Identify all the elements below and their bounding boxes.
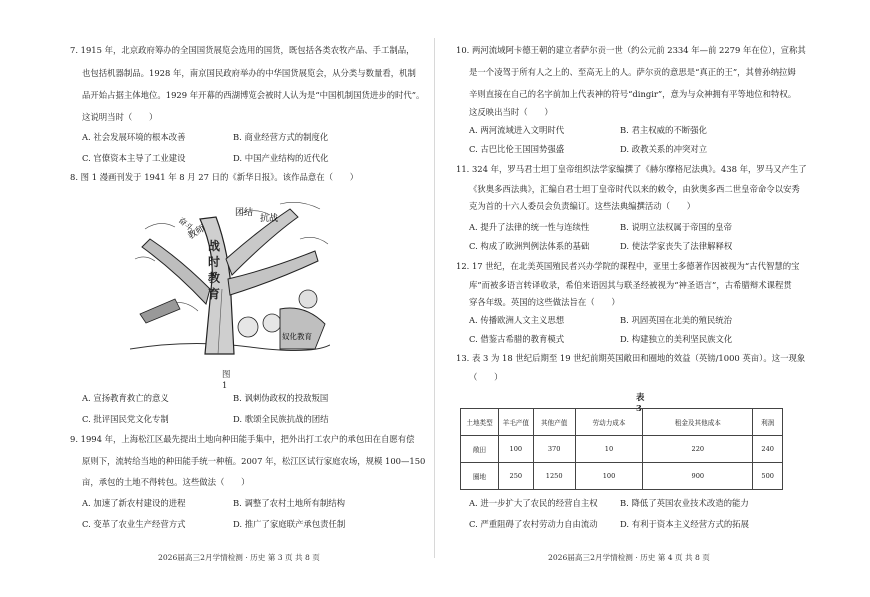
- option-a[interactable]: A. 传播欧洲人文主义思想: [469, 315, 565, 325]
- option-b[interactable]: B. 巩固英国在北美的殖民统治: [620, 315, 732, 325]
- option-c[interactable]: C. 官僚资本主导了工业建设: [82, 153, 186, 163]
- table-cell: 圈地: [461, 463, 499, 490]
- option-d[interactable]: D. 政教关系的冲突对立: [620, 144, 708, 154]
- figure-caption: 图 1: [222, 369, 231, 390]
- table-header-cell: 其他产值: [533, 409, 575, 436]
- cartoon-label-unity: 团结: [235, 208, 254, 218]
- question-10-line: 是一个凌驾于所有人之上的、至高无上的人。萨尔贡的意思是“真正的王”，其曾孙纳拉姆: [469, 67, 796, 77]
- table-cell: 100: [575, 463, 642, 490]
- table-header-cell: 羊毛产值: [499, 409, 533, 436]
- cartoon-figure-1: [130, 199, 330, 356]
- table-cell: 10: [575, 436, 642, 463]
- table-cell: 敞田: [461, 436, 499, 463]
- question-10-line: 这反映出当时（ ）: [469, 107, 553, 117]
- table-cell: 900: [643, 463, 753, 490]
- option-c[interactable]: C. 古巴比伦王国国势强盛: [469, 144, 565, 154]
- option-c[interactable]: C. 严重阻碍了农村劳动力自由流动: [469, 519, 598, 529]
- table-header-cell: 劳动力成本: [575, 409, 642, 436]
- page-divider: [434, 38, 435, 558]
- option-a[interactable]: A. 两河流域进入文明时代: [469, 125, 565, 135]
- question-7-line: 这说明当时（ ）: [82, 112, 158, 122]
- table-header-cell: 土地类型: [461, 409, 499, 436]
- question-7-line: 品开始占据主体地位。1929 年开幕的西湖博览会被时人认为是“中国机制国货进步的时代”。: [82, 90, 425, 100]
- table-row: [461, 463, 783, 490]
- question-9-line: 9. 1994 年，上海松江区最先提出土地向种田能手集中，把外出打工农户的承包田在自愿有偿: [70, 434, 415, 444]
- option-b[interactable]: B. 调整了农村土地所有制结构: [233, 498, 345, 508]
- question-13-line: 13. 表 3 为 18 世纪后期至 19 世纪前期英国敞田和圈地的效益（英镑/1000 英亩）。这一现象: [456, 353, 806, 363]
- page-footer: 2026届高三2月学情检测 · 历史 第 4 页 共 8 页: [548, 553, 710, 562]
- data-table-3: [460, 408, 783, 490]
- question-12-line: 穿各年级。英国的这些做法旨在（ ）: [469, 297, 620, 307]
- table-title: 表 3: [636, 392, 645, 413]
- question-11-line: 11. 324 年，罗马君士坦丁皇帝组织法学家编撰了《赫尔摩格尼法典》。438 年，罗马又产生了: [456, 164, 807, 174]
- option-c[interactable]: C. 构成了欧洲判例法体系的基础: [469, 241, 590, 251]
- question-7-line: 7. 1915 年，北京政府筹办的全国国货展览会选用的国货，既包括各类农牧产品、手工制品，: [70, 45, 415, 55]
- option-b[interactable]: B. 商业经营方式的制度化: [233, 132, 329, 142]
- question-9-line: 亩，承包的土地不得转包。这些做法（ ）: [82, 477, 250, 487]
- table-cell: 1250: [533, 463, 575, 490]
- table-row: [461, 436, 783, 463]
- table-cell: 100: [499, 436, 533, 463]
- option-b[interactable]: B. 说明立法权属于帝国的皇帝: [620, 222, 732, 232]
- table-cell: 250: [499, 463, 533, 490]
- table-cell: 240: [753, 436, 783, 463]
- cartoon-label-teacher: 教师: [186, 223, 208, 242]
- cartoon-label-bag: 奴化教育: [282, 332, 312, 341]
- option-b[interactable]: B. 君主权威的不断强化: [620, 125, 707, 135]
- question-10-line: 辛则直接在自己的名字前加上代表神的符号“dingir”，意为与众神拥有平等地位和特权。: [469, 89, 797, 99]
- option-d[interactable]: D. 使法学家丧失了法律解释权: [620, 241, 733, 251]
- page-footer: 2026届高三2月学情检测 · 历史 第 3 页 共 8 页: [158, 553, 320, 562]
- table-header-cell: 租金及其他成本: [643, 409, 753, 436]
- option-c[interactable]: C. 借鉴古希腊的教育模式: [469, 334, 565, 344]
- question-11-line: 克为首的十六人委员会负责编订。这些法典编撰活动（ ）: [469, 201, 696, 211]
- option-d[interactable]: D. 推广了家庭联产承包责任制: [233, 519, 346, 529]
- question-8-line: 8. 图 1 漫画刊发于 1941 年 8 月 27 日的《新华日报》。该作品意在（ ）: [70, 172, 359, 182]
- option-d[interactable]: D. 中国产业结构的近代化: [233, 153, 329, 163]
- option-d[interactable]: D. 构建独立的美利坚民族文化: [620, 334, 733, 344]
- table-cell: 500: [753, 463, 783, 490]
- option-c[interactable]: C. 变革了农业生产经营方式: [82, 519, 186, 529]
- option-c[interactable]: C. 批评国民党文化专制: [82, 414, 169, 424]
- question-7-line: 也包括机器制品。1928 年，南京国民政府举办的中华国货展览会，从分类与数量看，机制: [82, 68, 416, 78]
- cartoon-label-wartime-education: 战时教育: [208, 239, 221, 301]
- cartoon-label-resistance: 抗战: [260, 214, 279, 224]
- option-d[interactable]: D. 有利于资本主义经营方式的拓展: [620, 519, 749, 529]
- table-cell: 220: [643, 436, 753, 463]
- option-b[interactable]: B. 讽刺伪政权的投敌叛国: [233, 393, 329, 403]
- cartoon-label-struggle: 奋斗: [176, 215, 195, 233]
- option-b[interactable]: B. 降低了英国农业技术改造的能力: [620, 498, 749, 508]
- table-cell: 370: [533, 436, 575, 463]
- question-11-line: 《狄奥多西法典》，汇编自君士坦丁皇帝时代以来的敕令，由狄奥多西二世皇帝命令以安秀: [469, 184, 800, 194]
- question-12-line: 库”而被多语言转译收录，希伯来语因其与联圣经被视为“神圣语言”，古希腊辩术课程贯: [469, 280, 792, 290]
- question-13-line: （ ）: [469, 372, 503, 382]
- table-header-cell: 利润: [753, 409, 783, 436]
- option-a[interactable]: A. 宣扬教育救亡的意义: [82, 393, 169, 403]
- question-9-line: 原则下，流转给当地的种田能手统一种植。2007 年，松江区试行家庭农场，规模 100—150: [82, 456, 426, 466]
- option-a[interactable]: A. 提升了法律的统一性与连续性: [469, 222, 590, 232]
- table-header-row: [461, 409, 783, 436]
- option-a[interactable]: A. 进一步扩大了农民的经营自主权: [469, 498, 598, 508]
- question-12-line: 12. 17 世纪，在北美英国殖民者兴办学院的课程中，亚里士多德著作因被视为“古代智慧的宝: [456, 261, 800, 271]
- question-10-line: 10. 两河流域阿卡德王朝的建立者萨尔贡一世（约公元前 2334 年—前 2279 年在位），宣称其: [456, 45, 806, 55]
- option-d[interactable]: D. 歌颂全民族抗战的团结: [233, 414, 329, 424]
- option-a[interactable]: A. 加速了新农村建设的进程: [82, 498, 186, 508]
- option-a[interactable]: A. 社会发展环境的根本改善: [82, 132, 186, 142]
